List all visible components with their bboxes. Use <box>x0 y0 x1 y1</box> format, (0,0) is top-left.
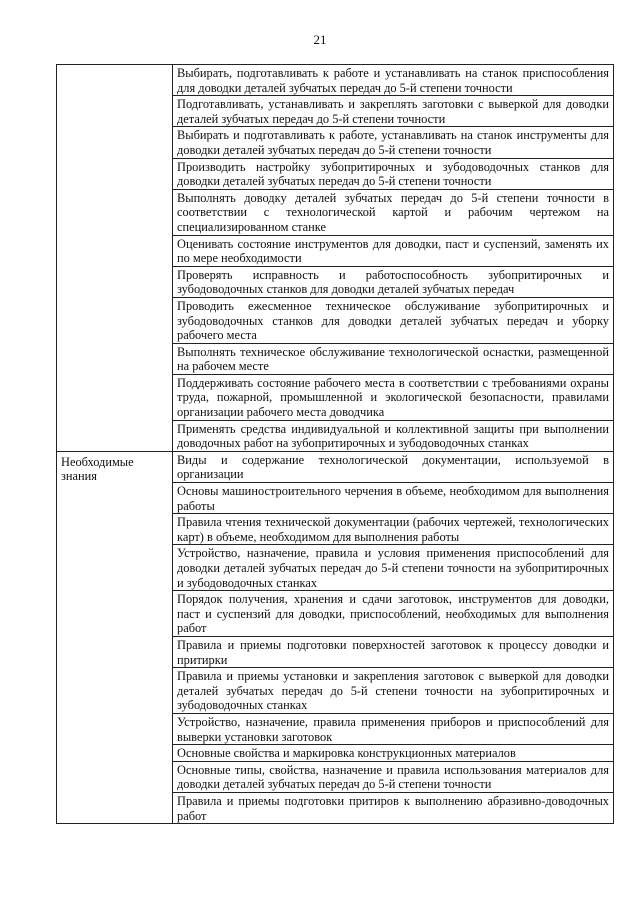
requirement-item: Применять средства индивидуальной и коллективной защиты при выполнении доводочных работ на зубопритирочных и зубодоводочных станках <box>173 420 614 451</box>
requirement-item: Основы машиностроительного черчения в объеме, необходимом для выполнения работы <box>173 483 614 514</box>
requirement-item: Выбирать и подготавливать к работе, устанавливать на станок инструменты для доводки деталей зубчатых передач до 5-й степени точности <box>173 127 614 158</box>
requirement-item: Проверять исправность и работоспособность зубопритирочных и зубодоводочных станков для доводки деталей зубчатых передач <box>173 266 614 297</box>
section-label <box>57 65 173 452</box>
requirement-item: Оценивать состояние инструментов для доводки, паст и суспензий, заменять их по мере необходимости <box>173 235 614 266</box>
requirement-item: Проводить ежесменное техническое обслуживание зубопритирочных и зубодоводочных станков для доводки деталей зубчатых передач и уборку рабочего места <box>173 297 614 343</box>
requirements-table <box>56 64 614 824</box>
requirement-item: Выполнять техническое обслуживание технологической оснастки, размещенной на рабочем месте <box>173 343 614 374</box>
requirement-item: Порядок получения, хранения и сдачи заготовок, инструментов для доводки, паст и суспензий для доводки, приспособлений, необходимых для выполнения работ <box>173 591 614 637</box>
requirement-item: Устройство, назначение, правила и условия применения приспособлений для доводки деталей зубчатых передач до 5-й степени точности на зубопритирочных и зубодоводочных станках <box>173 545 614 591</box>
requirement-item: Устройство, назначение, правила применения приборов и приспособлений для выверки установки заготовок <box>173 713 614 744</box>
section-label: Необходимые знания <box>57 451 173 823</box>
requirement-item: Поддерживать состояние рабочего места в соответствии с требованиями охраны труда, пожарной, промышленной и экологической безопасности, правилами организации рабочего места доводчика <box>173 374 614 420</box>
table-row <box>57 451 614 482</box>
requirement-item: Выполнять доводку деталей зубчатых передач до 5-й степени точности в соответствии с технологической картой и рабочим чертежом на специализированном станке <box>173 189 614 235</box>
requirement-item: Основные типы, свойства, назначение и правила использования материалов для доводки деталей зубчатых передач до 5-й степени точности <box>173 761 614 792</box>
table-row <box>57 65 614 96</box>
requirement-item: Виды и содержание технологической документации, используемой в организации <box>173 451 614 482</box>
requirement-item: Подготавливать, устанавливать и закреплять заготовки с выверкой для доводки деталей зубчатых передач до 5-й степени точности <box>173 96 614 127</box>
table-body <box>57 65 614 824</box>
requirement-item: Основные свойства и маркировка конструкционных материалов <box>173 745 614 762</box>
page-number: 21 <box>313 32 327 47</box>
requirement-item: Правила и приемы установки и закрепления заготовок с выверкой для доводки деталей зубчатых передач до 5-й степени точности на зубопритирочных и зубодоводочных станках <box>173 668 614 714</box>
requirement-item: Выбирать, подготавливать к работе и устанавливать на станок приспособления для доводки деталей зубчатых передач до 5-й степени точности <box>173 65 614 96</box>
requirement-item: Правила чтения технической документации (рабочих чертежей, технологических карт) в объеме, необходимом для выполнения работы <box>173 514 614 545</box>
requirement-item: Правила и приемы подготовки поверхностей заготовок к процессу доводки и притирки <box>173 636 614 667</box>
requirement-item: Производить настройку зубопритирочных и зубодоводочных станков для доводки деталей зубчатых передач до 5-й степени точности <box>173 158 614 189</box>
requirement-item: Правила и приемы подготовки притиров к выполнению абразивно-доводочных работ <box>173 792 614 823</box>
